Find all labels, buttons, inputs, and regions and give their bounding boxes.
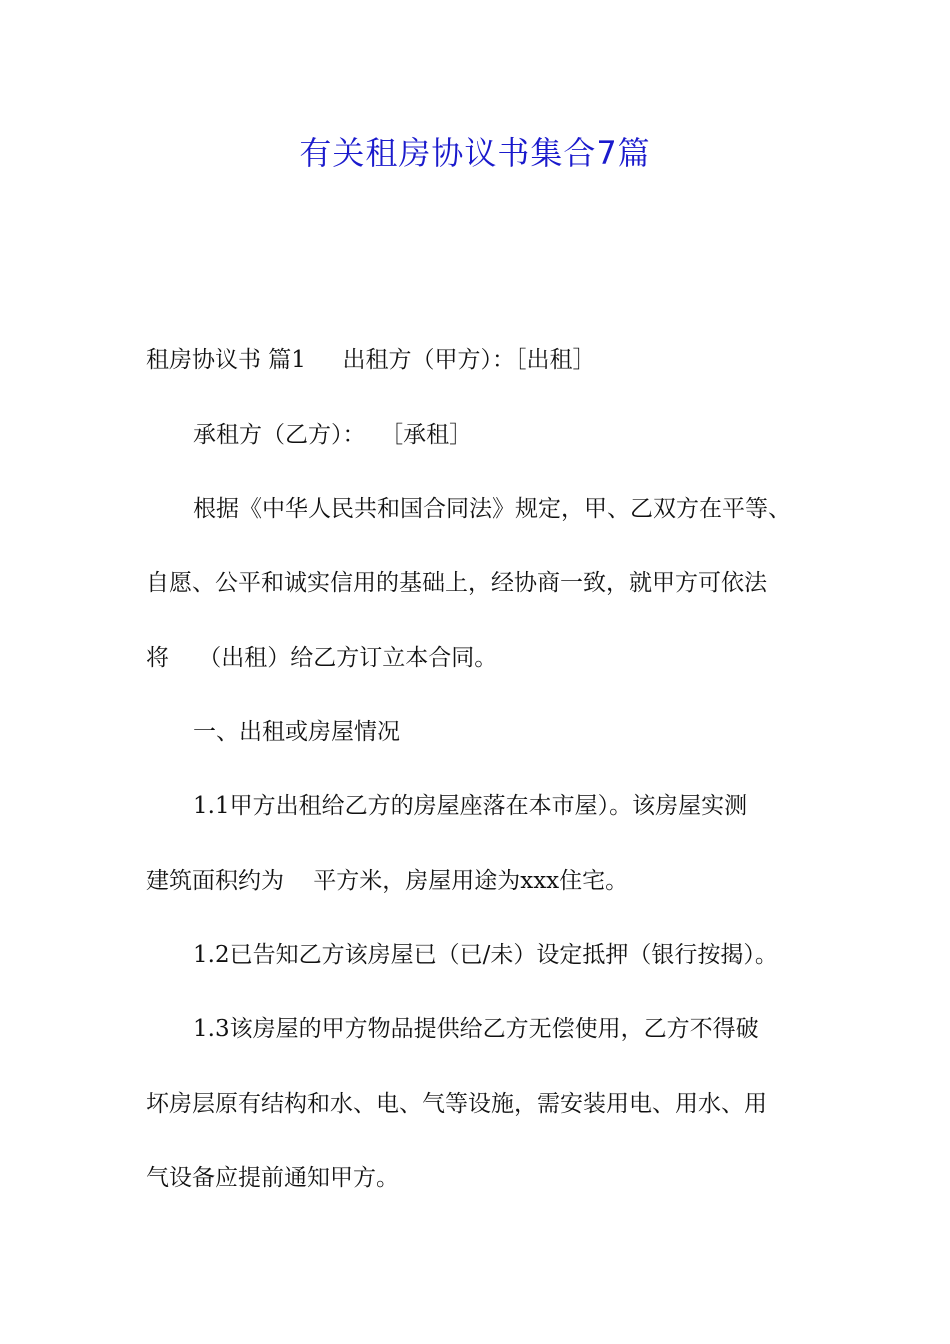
- paragraph-line: 自愿、公平和诚实信用的基础上，经协商一致，就甲方可依法: [146, 570, 767, 596]
- document-title: 有关租房协议书集合7篇: [299, 134, 651, 172]
- paragraph-line: 坏房层原有结构和水、电、气等设施，需安装用电、用水、用: [146, 1091, 767, 1117]
- paragraph-line: 建筑面积约为 平方米，房屋用途为xxx住宅。: [146, 868, 629, 894]
- paragraph-line-header: 租房协议书 篇1 出租方（甲方）：［出租］: [146, 347, 596, 373]
- section-heading: 一、出租或房屋情况: [193, 719, 400, 745]
- paragraph-line: 根据《中华人民共和国合同法》规定，甲、乙双方在平等、: [193, 496, 791, 522]
- paragraph-line: 1.3该房屋的甲方物品提供给乙方无偿使用，乙方不得破: [193, 1016, 759, 1042]
- paragraph-line: 1.2已告知乙方该房屋已（已/未）设定抵押（银行按揭）。: [193, 942, 778, 968]
- paragraph-line: 1.1甲方出租给乙方的房屋座落在本市屋）。该房屋实测: [193, 793, 748, 819]
- paragraph-line: 将 （出租）给乙方订立本合同。: [146, 645, 498, 671]
- paragraph-line: 气设备应提前通知甲方。: [146, 1165, 399, 1191]
- paragraph-line-tenant: 承租方（乙方）： ［承租］: [193, 422, 473, 448]
